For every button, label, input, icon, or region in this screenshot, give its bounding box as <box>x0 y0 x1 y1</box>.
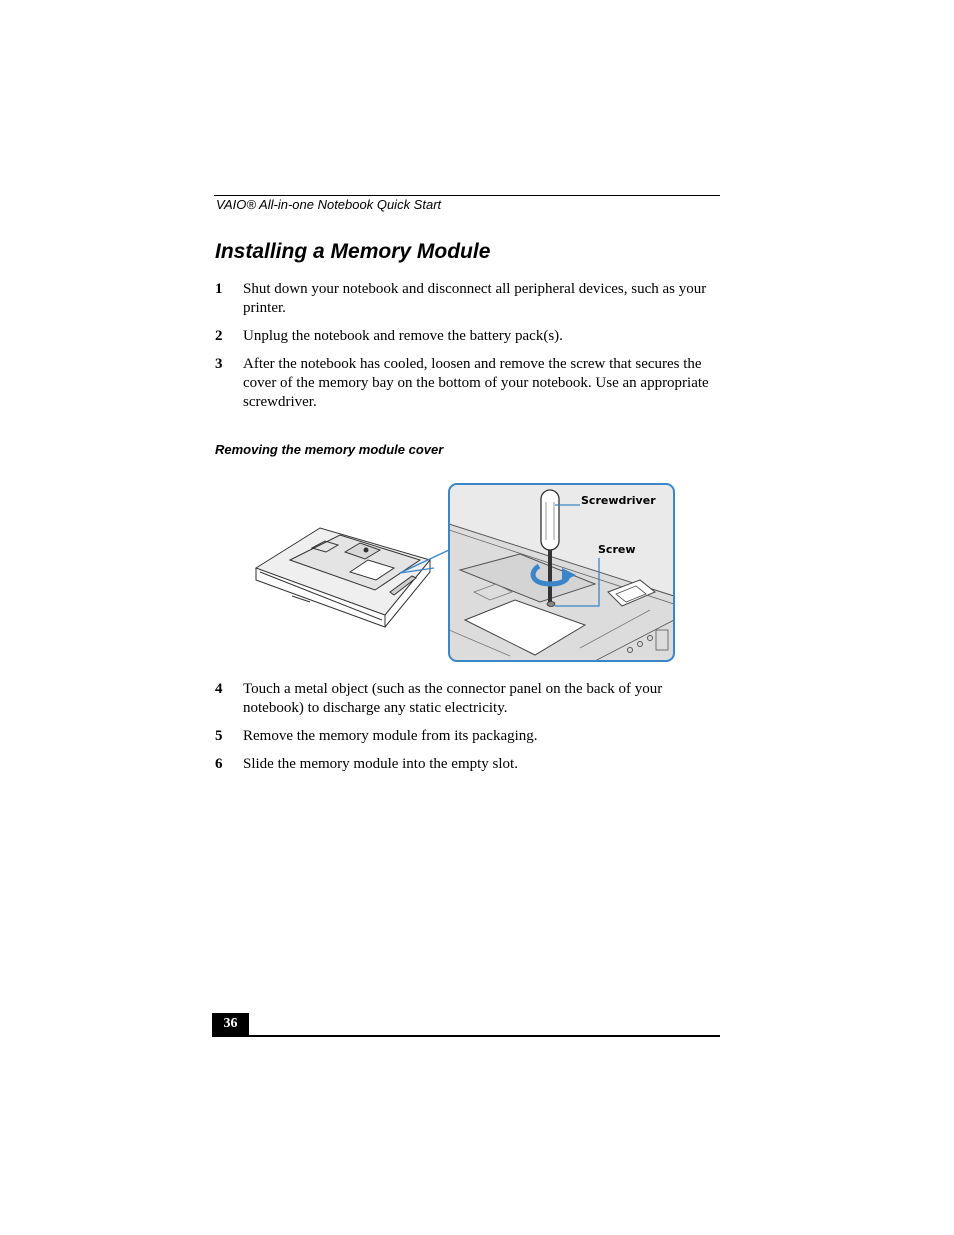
step-text: Shut down your notebook and disconnect all peripheral devices, such as your printer. <box>243 281 707 316</box>
step-number: 5 <box>215 728 223 744</box>
step-text: Remove the memory module from its packaging. <box>243 728 538 744</box>
footer-rule <box>212 1035 720 1037</box>
step-4 <box>215 680 725 718</box>
page-number: 36 <box>212 1013 249 1037</box>
screw-label: Screw <box>598 543 636 556</box>
step-number: 2 <box>215 328 223 344</box>
screwdriver-label: Screwdriver <box>581 494 656 507</box>
step-1 <box>215 280 725 318</box>
running-header: VAIO® All-in-one Notebook Quick Start <box>216 197 442 212</box>
step-text: Touch a metal object (such as the connector panel on the back of your notebook) to discharge any static electricity. <box>243 681 663 716</box>
page-title: Installing a Memory Module <box>215 240 491 263</box>
step-number: 4 <box>215 681 223 697</box>
step-text: After the notebook has cooled, loosen and remove the screw that secures the cover of the memory bay on the bottom of your notebook. Use an appropriate screwdriver. <box>243 356 709 410</box>
step-number: 3 <box>215 356 223 372</box>
step-text: Unplug the notebook and remove the battery pack(s). <box>243 328 563 344</box>
step-2 <box>215 327 725 346</box>
step-5 <box>215 727 725 746</box>
figure-caption: Removing the memory module cover <box>215 442 444 457</box>
step-6 <box>215 755 725 774</box>
memory-cover-illustration <box>250 480 680 666</box>
step-number: 1 <box>215 281 223 297</box>
header-rule <box>214 195 720 196</box>
notebook-icon <box>256 528 430 627</box>
screw-icon <box>547 602 555 607</box>
step-3 <box>215 355 725 412</box>
step-number: 6 <box>215 756 223 772</box>
step-text: Slide the memory module into the empty slot. <box>243 756 518 772</box>
